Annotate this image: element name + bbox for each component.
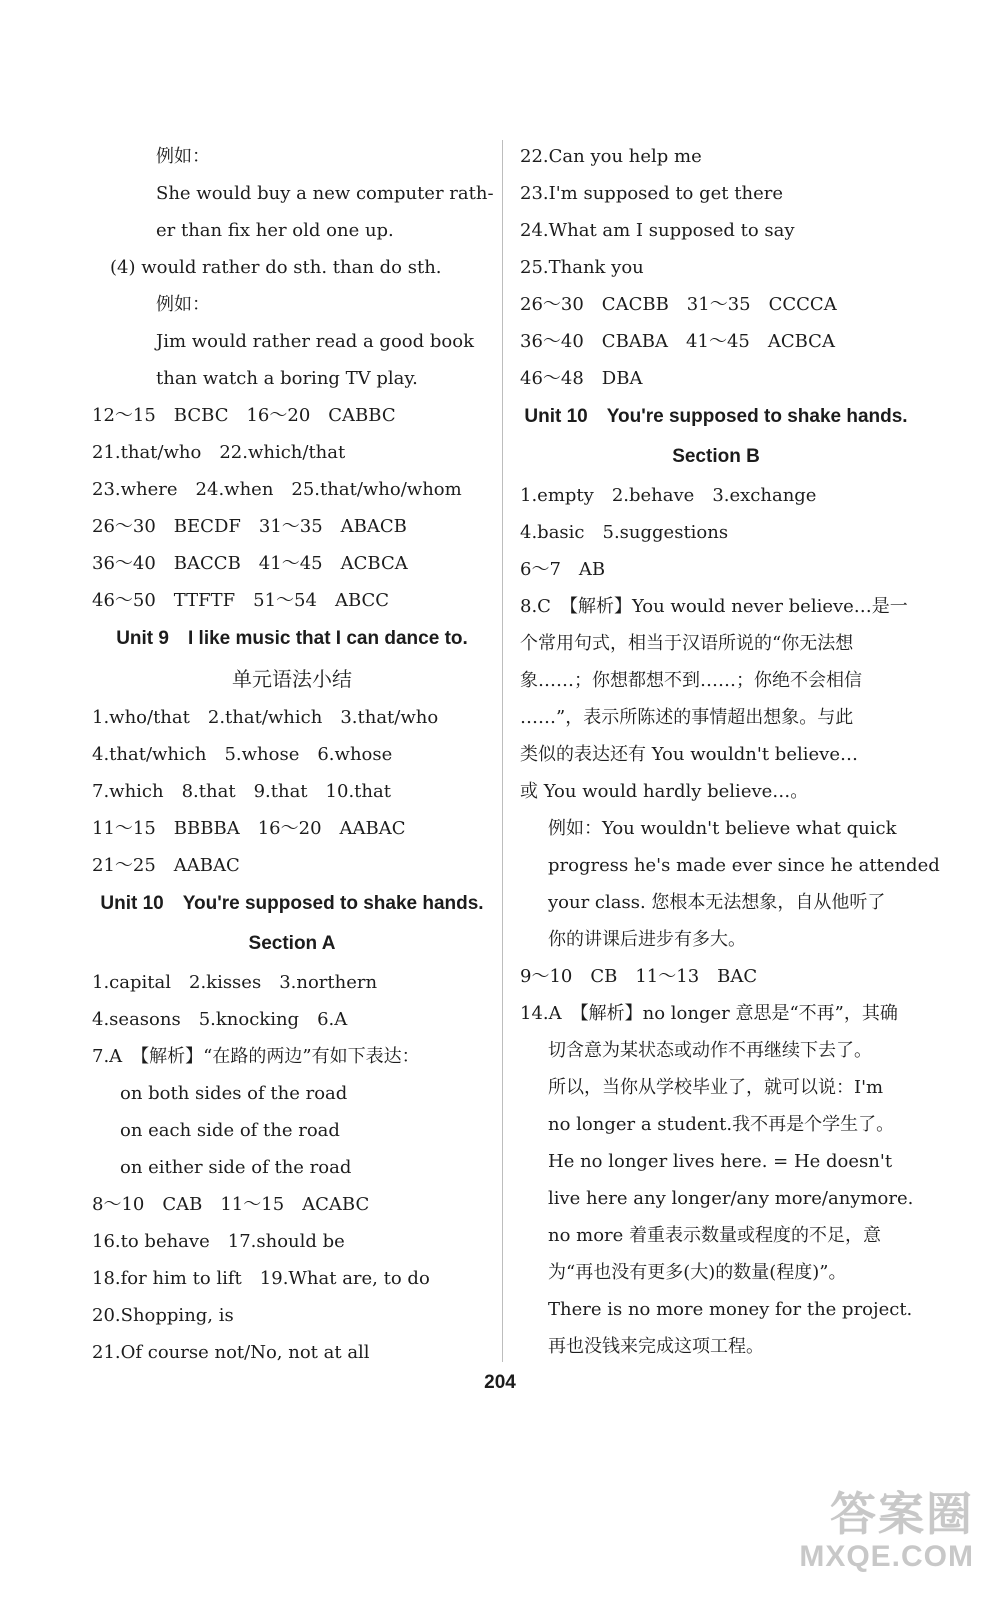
text-line: 类似的表达还有 You wouldn't believe… (520, 744, 858, 765)
text-line: 25.Thank you (520, 257, 644, 278)
text-line: 象……；你想都想不到……；你绝不会相信 (520, 670, 862, 691)
text-line: 或 You would hardly believe…。 (520, 781, 809, 802)
text-line: 切含意为某状态或动作不再继续下去了。 (548, 1040, 872, 1061)
text-line: 20.Shopping, is (92, 1305, 234, 1326)
text-line: 6～7 AB (520, 559, 606, 580)
right-column (520, 138, 940, 1365)
section-heading: Unit 9 I like music that I can dance to. (116, 628, 468, 649)
text-line: 4.seasons 5.knocking 6.A (92, 1009, 348, 1030)
text-line: no more 着重表示数量或程度的不足，意 (548, 1225, 882, 1246)
text-line: 22.Can you help me (520, 146, 702, 167)
text-line: 11～15 BBBBA 16～20 AABAC (92, 818, 406, 839)
text-line: 4.basic 5.suggestions (520, 522, 729, 543)
text-line: 再也没钱来完成这项工程。 (548, 1336, 764, 1357)
text-line: 1.capital 2.kisses 3.northern (92, 972, 378, 993)
text-line: (4) would rather do sth. than do sth. (110, 257, 442, 278)
text-line: 7.which 8.that 9.that 10.that (92, 781, 391, 802)
text-line: 你的讲课后进步有多大。 (548, 929, 746, 950)
text-line: 8.C 【解析】You would never believe…是一 (520, 596, 908, 617)
text-line: on both sides of the road (120, 1083, 348, 1104)
section-heading: Section B (672, 446, 760, 467)
section-heading: Unit 10 You're supposed to shake hands. (524, 406, 908, 427)
text-line: 36～40 CBABA 41～45 ACBCA (520, 331, 835, 352)
text-line: on each side of the road (120, 1120, 340, 1141)
text-line: 例如： (156, 294, 210, 315)
watermark-logo (799, 1488, 974, 1574)
text-line: 21.that/who 22.which/that (92, 442, 346, 463)
text-line: 36～40 BACCB 41～45 ACBCA (92, 553, 408, 574)
text-line: 12～15 BCBC 16～20 CABBC (92, 405, 396, 426)
text-line: 14.A 【解析】no longer 意思是“不再”，其确 (520, 1003, 898, 1024)
text-line: There is no more money for the project. (548, 1299, 913, 1320)
text-line: 21.Of course not/No, not at all (92, 1342, 370, 1363)
text-line: on either side of the road (120, 1157, 352, 1178)
text-line: 23.where 24.when 25.that/who/whom (92, 479, 462, 500)
text-line: no longer a student.我不再是个学生了。 (548, 1114, 895, 1135)
left-column (92, 138, 492, 1371)
text-line: 18.for him to lift 19.What are, to do (92, 1268, 430, 1289)
text-line: 4.that/which 5.whose 6.whose (92, 744, 393, 765)
watermark-top: 答案圈 (830, 1488, 974, 1540)
text-line: 8～10 CAB 11～15 ACABC (92, 1194, 370, 1215)
section-heading: Section A (248, 933, 336, 954)
text-line: 为“再也没有更多(大)的数量(程度)”。 (548, 1262, 847, 1283)
text-line: 46～48 DBA (520, 368, 643, 389)
text-line: ……”，表示所陈述的事情超出想象。与此 (520, 707, 854, 728)
text-line: He no longer lives here. = He doesn't (548, 1151, 893, 1172)
watermark-bottom: MXQE.COM (799, 1540, 974, 1573)
text-line: 1.who/that 2.that/which 3.that/who (92, 707, 439, 728)
text-line: 例如：You wouldn't believe what quick (548, 818, 897, 839)
text-line: 24.What am I supposed to say (520, 220, 795, 241)
text-line: 例如： (156, 146, 210, 167)
text-line: than watch a boring TV play. (156, 368, 418, 389)
page-number: 204 (484, 1372, 516, 1393)
text-line: your class. 您根本无法想象，自从他听了 (548, 892, 886, 913)
text-line: 26～30 BECDF 31～35 ABACB (92, 516, 407, 537)
text-line: live here any longer/any more/anymore. (548, 1188, 914, 1209)
section-heading: Unit 10 You're supposed to shake hands. (100, 893, 484, 914)
text-line: 7.A 【解析】“在路的两边”有如下表达： (92, 1046, 420, 1067)
text-line: 个常用句式，相当于汉语所说的“你无法想 (520, 633, 854, 654)
text-line: 16.to behave 17.should be (92, 1231, 345, 1252)
column-divider (502, 140, 503, 1362)
section-heading: 单元语法小结 (232, 667, 352, 691)
text-line: progress he's made ever since he attended (548, 855, 940, 876)
text-line: She would buy a new computer rath- (156, 183, 494, 204)
text-line: Jim would rather read a good book (156, 331, 474, 352)
text-line: 23.I'm supposed to get there (520, 183, 783, 204)
text-line: er than fix her old one up. (156, 220, 394, 241)
text-line: 26～30 CACBB 31～35 CCCCA (520, 294, 837, 315)
text-line: 1.empty 2.behave 3.exchange (520, 485, 817, 506)
text-line: 9～10 CB 11～13 BAC (520, 966, 758, 987)
text-line: 21～25 AABAC (92, 855, 240, 876)
text-line: 所以，当你从学校毕业了，就可以说：I'm (548, 1077, 884, 1098)
text-line: 46～50 TTFTF 51～54 ABCC (92, 590, 390, 611)
